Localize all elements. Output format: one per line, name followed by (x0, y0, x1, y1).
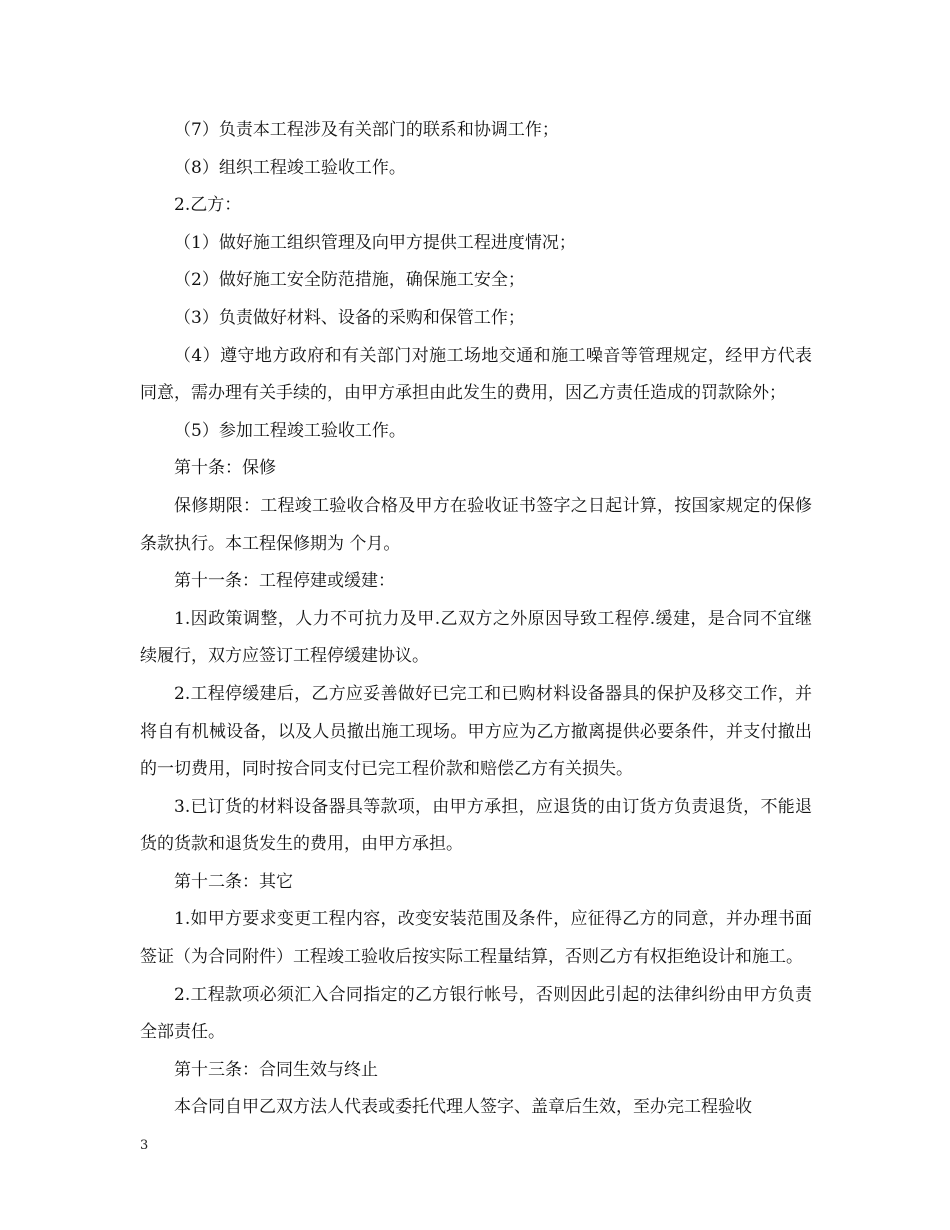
document-body (140, 112, 812, 1127)
paragraph-party-b-item-4: （4）遵守地方政府和有关部门对施工场地交通和施工噪音等管理规定，经甲方代表同意，需办理有关手续的，由甲方承担由此发生的费用，因乙方责任造成的罚款除外； (140, 345, 812, 404)
article-10-body: 保修期限：工程竣工验收合格及甲方在验收证书签字之日起计算，按国家规定的保修条款执行。本工程保修期为 个月。 (140, 495, 812, 554)
article-13-body: 本合同自甲乙双方法人代表或委托代理人签字、盖章后生效，至办完工程验收 (174, 1097, 752, 1118)
article-13-heading: 第十三条：合同生效与终止 (174, 1059, 378, 1080)
article-10-heading: 第十条：保修 (174, 458, 276, 479)
paragraph-party-b-item-3: （3）负责做好材料、设备的采购和保管工作； (174, 307, 525, 328)
article-11-item-1: 1.因政策调整，人力不可抗力及甲.乙双方之外原因导致工程停.缓建，是合同不宜继续履行，双方应签订工程停缓建协议。 (140, 608, 812, 667)
paragraph-party-b-item-1: （1）做好施工组织管理及向甲方提供工程进度情况； (174, 232, 576, 253)
paragraph-item-7: （7）负责本工程涉及有关部门的联系和协调工作； (174, 120, 559, 140)
article-12-item-2: 2.工程款项必须汇入合同指定的乙方银行帐号，否则因此引起的法律纠纷由甲方负责全部责任。 (140, 984, 812, 1043)
paragraph-party-b-item-2: （2）做好施工安全防范措施，确保施工安全； (174, 270, 525, 291)
article-12-heading: 第十二条：其它 (174, 871, 293, 892)
paragraph-item-8: （8）组织工程竣工验收工作。 (174, 157, 406, 178)
article-11-item-2: 2.工程停缓建后，乙方应妥善做好已完工和已购材料设备器具的保护及移交工作，并将自有机械设备，以及人员撤出施工现场。甲方应为乙方撤离提供必要条件，并支付撤出的一切费用，同时按合同支付已完工程价款和赔偿乙方有关损失。 (140, 683, 812, 780)
page-number: 3 (140, 1138, 149, 1153)
article-12-item-1: 1.如甲方要求变更工程内容，改变安装范围及条件，应征得乙方的同意，并办理书面签证（为合同附件）工程竣工验收后按实际工程量结算，否则乙方有权拒绝设计和施工。 (140, 909, 812, 968)
paragraph-party-b-item-5: （5）参加工程竣工验收工作。 (174, 420, 406, 441)
article-11-item-3: 3.已订货的材料设备器具等款项，由甲方承担，应退货的由订货方负责退货，不能退货的货款和退货发生的费用，由甲方承担。 (140, 796, 812, 855)
paragraph-party-b-heading: 2.乙方： (174, 195, 242, 216)
article-11-heading: 第十一条：工程停建或缓建： (174, 571, 395, 592)
